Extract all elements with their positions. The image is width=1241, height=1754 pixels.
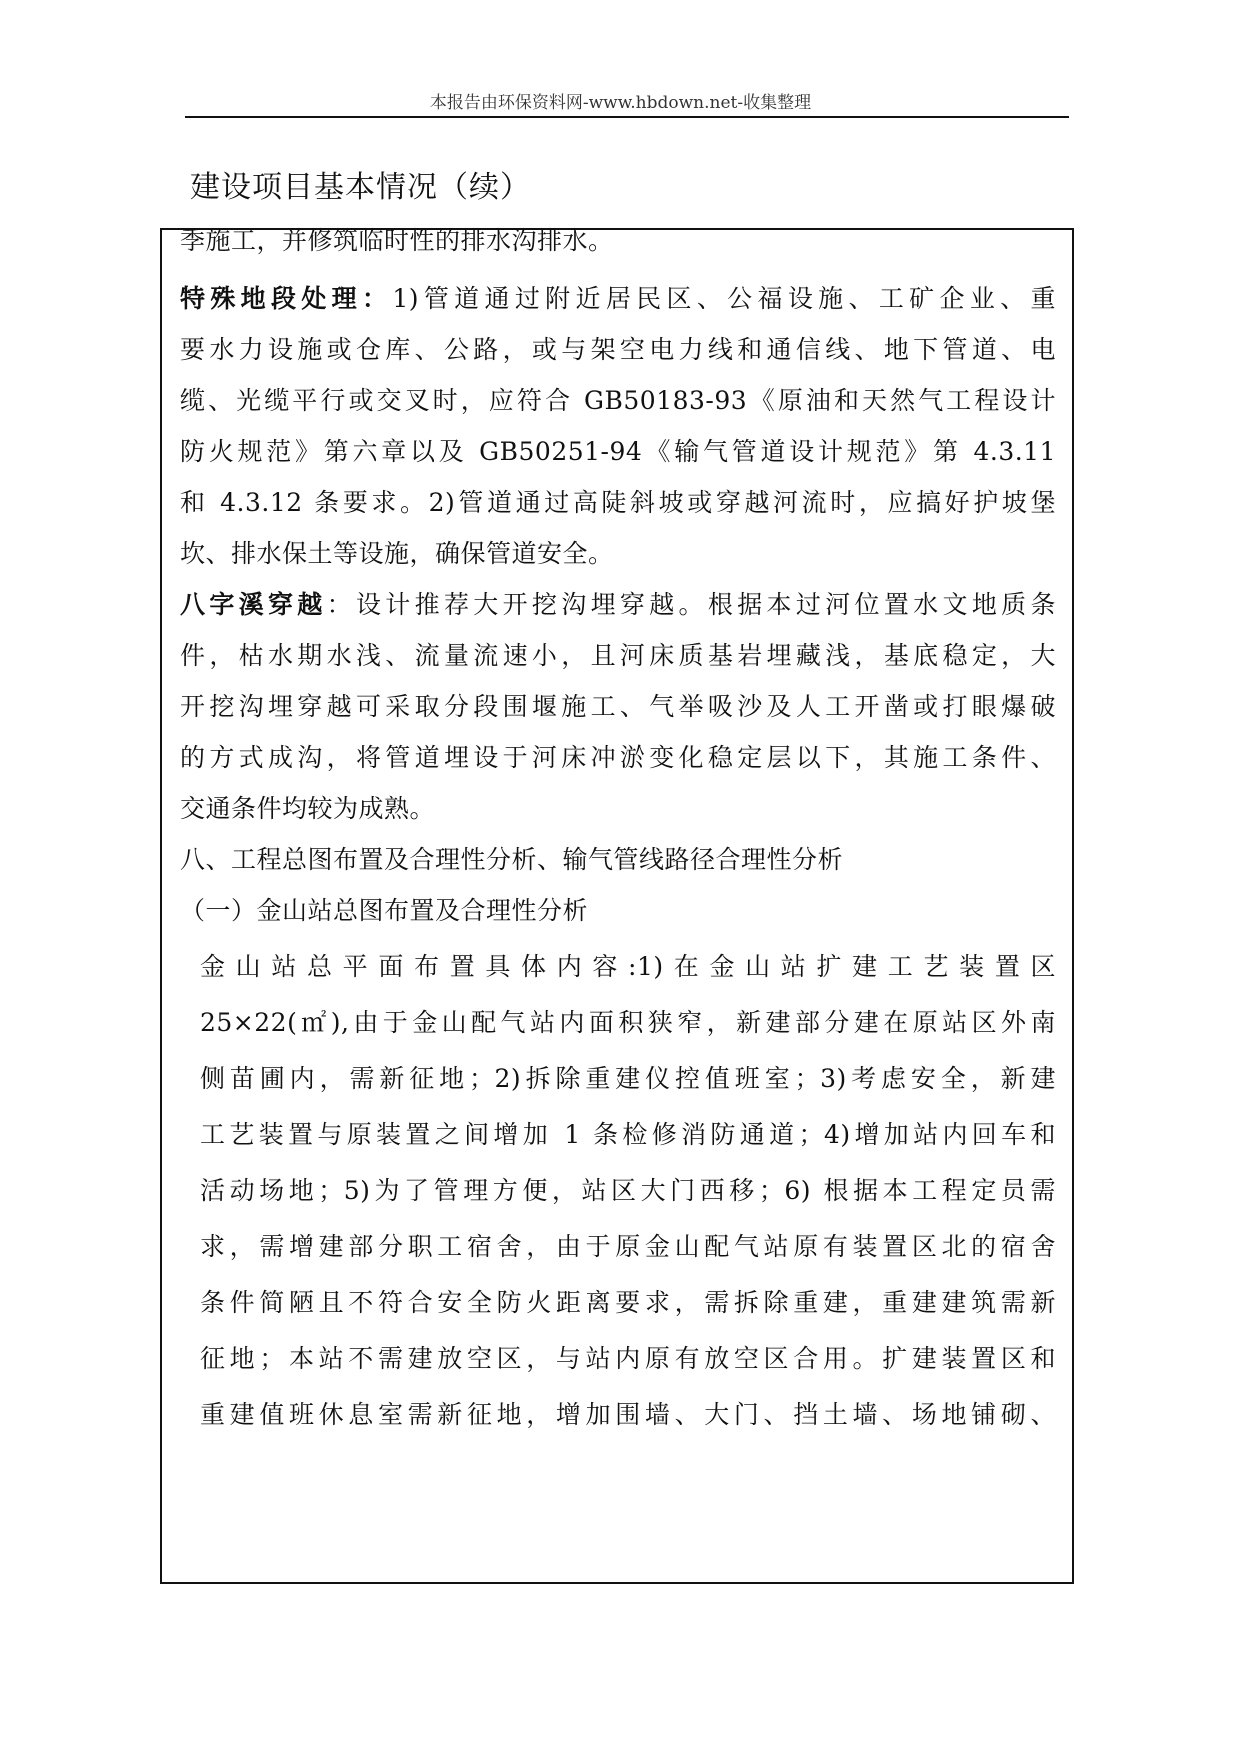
crossing-section-label: 八字溪穿越 xyxy=(180,590,327,619)
special-section-label: 特殊地段处理： xyxy=(180,284,393,313)
paragraph-line: 工艺装置与原装置之间增加 1 条检修消防通道；4)增加站内回车和 xyxy=(200,1120,1056,1149)
paragraph-text: 1)管道通过附近居民区、公福设施、工矿企业、重 xyxy=(392,284,1056,313)
paragraph-line: 和 4.3.12 条要求。2)管道通过高陡斜坡或穿越河流时，应搞好护坡堡 xyxy=(180,488,1056,517)
paragraph-text: ：设计推荐大开挖沟埋穿越。根据本过河位置水文地质条 xyxy=(326,590,1056,619)
paragraph-line: 侧苗圃内，需新征地；2)拆除重建仪控值班室；3)考虑安全，新建 xyxy=(200,1064,1056,1093)
paragraph-line: 交通条件均较为成熟。 xyxy=(180,794,436,823)
paragraph-line: 开挖沟埋穿越可采取分段围堰施工、气举吸沙及人工开凿或打眼爆破 xyxy=(180,692,1056,721)
paragraph-line: 坎、排水保土等设施，确保管道安全。 xyxy=(180,539,614,568)
paragraph-line: 防火规范》第六章以及 GB50251-94《输气管道设计规范》第 4.3.11 xyxy=(180,437,1056,466)
paragraph-line: 条件简陋且不符合安全防火距离要求，需拆除重建，重建建筑需新 xyxy=(200,1288,1056,1317)
paragraph-line: 25×22(㎡),由于金山配气站内面积狭窄，新建部分建在原站区外南 xyxy=(200,1008,1056,1037)
paragraph-line: 缆、光缆平行或交叉时，应符合 GB50183-93《原油和天然气工程设计 xyxy=(180,386,1056,415)
paragraph-line: 件，枯水期水浅、流量流速小，且河床质基岩埋藏浅，基底稳定，大 xyxy=(180,641,1056,670)
paragraph-line: 要水力设施或仓库、公路，或与架空电力线和通信线、地下管道、电 xyxy=(180,335,1056,364)
paragraph-line: 金山站总平面布置具体内容:1)在金山站扩建工艺装置区 xyxy=(200,952,1056,981)
paragraph-line: 重建值班休息室需新征地，增加围墙、大门、挡土墙、场地铺砌、 xyxy=(200,1400,1056,1429)
paragraph-line: 的方式成沟，将管道埋设于河床冲淤变化稳定层以下，其施工条件、 xyxy=(180,743,1056,772)
header-rule xyxy=(185,116,1069,118)
paragraph-line: 活动场地；5)为了管理方便，站区大门西移；6) 根据本工程定员需 xyxy=(200,1176,1056,1205)
paragraph-line: 求，需增建部分职工宿舍，由于原金山配气站原有装置区北的宿舍 xyxy=(200,1232,1056,1261)
page-title: 建设项目基本情况（续） xyxy=(190,170,531,205)
section-heading: 八、工程总图布置及合理性分析、输气管线路径合理性分析 xyxy=(180,845,844,874)
subsection-heading: （一）金山站总图布置及合理性分析 xyxy=(180,896,589,925)
paragraph-line xyxy=(180,590,1056,620)
paragraph-line: 季施工，并修筑临时性的排水沟排水。 xyxy=(180,226,614,255)
paragraph-line xyxy=(180,284,1056,314)
paragraph-line: 征地；本站不需建放空区，与站内原有放空区合用。扩建装置区和 xyxy=(200,1344,1056,1373)
page-header-text: 本报告由环保资料网-www.hbdown.net-收集整理 xyxy=(429,93,812,113)
